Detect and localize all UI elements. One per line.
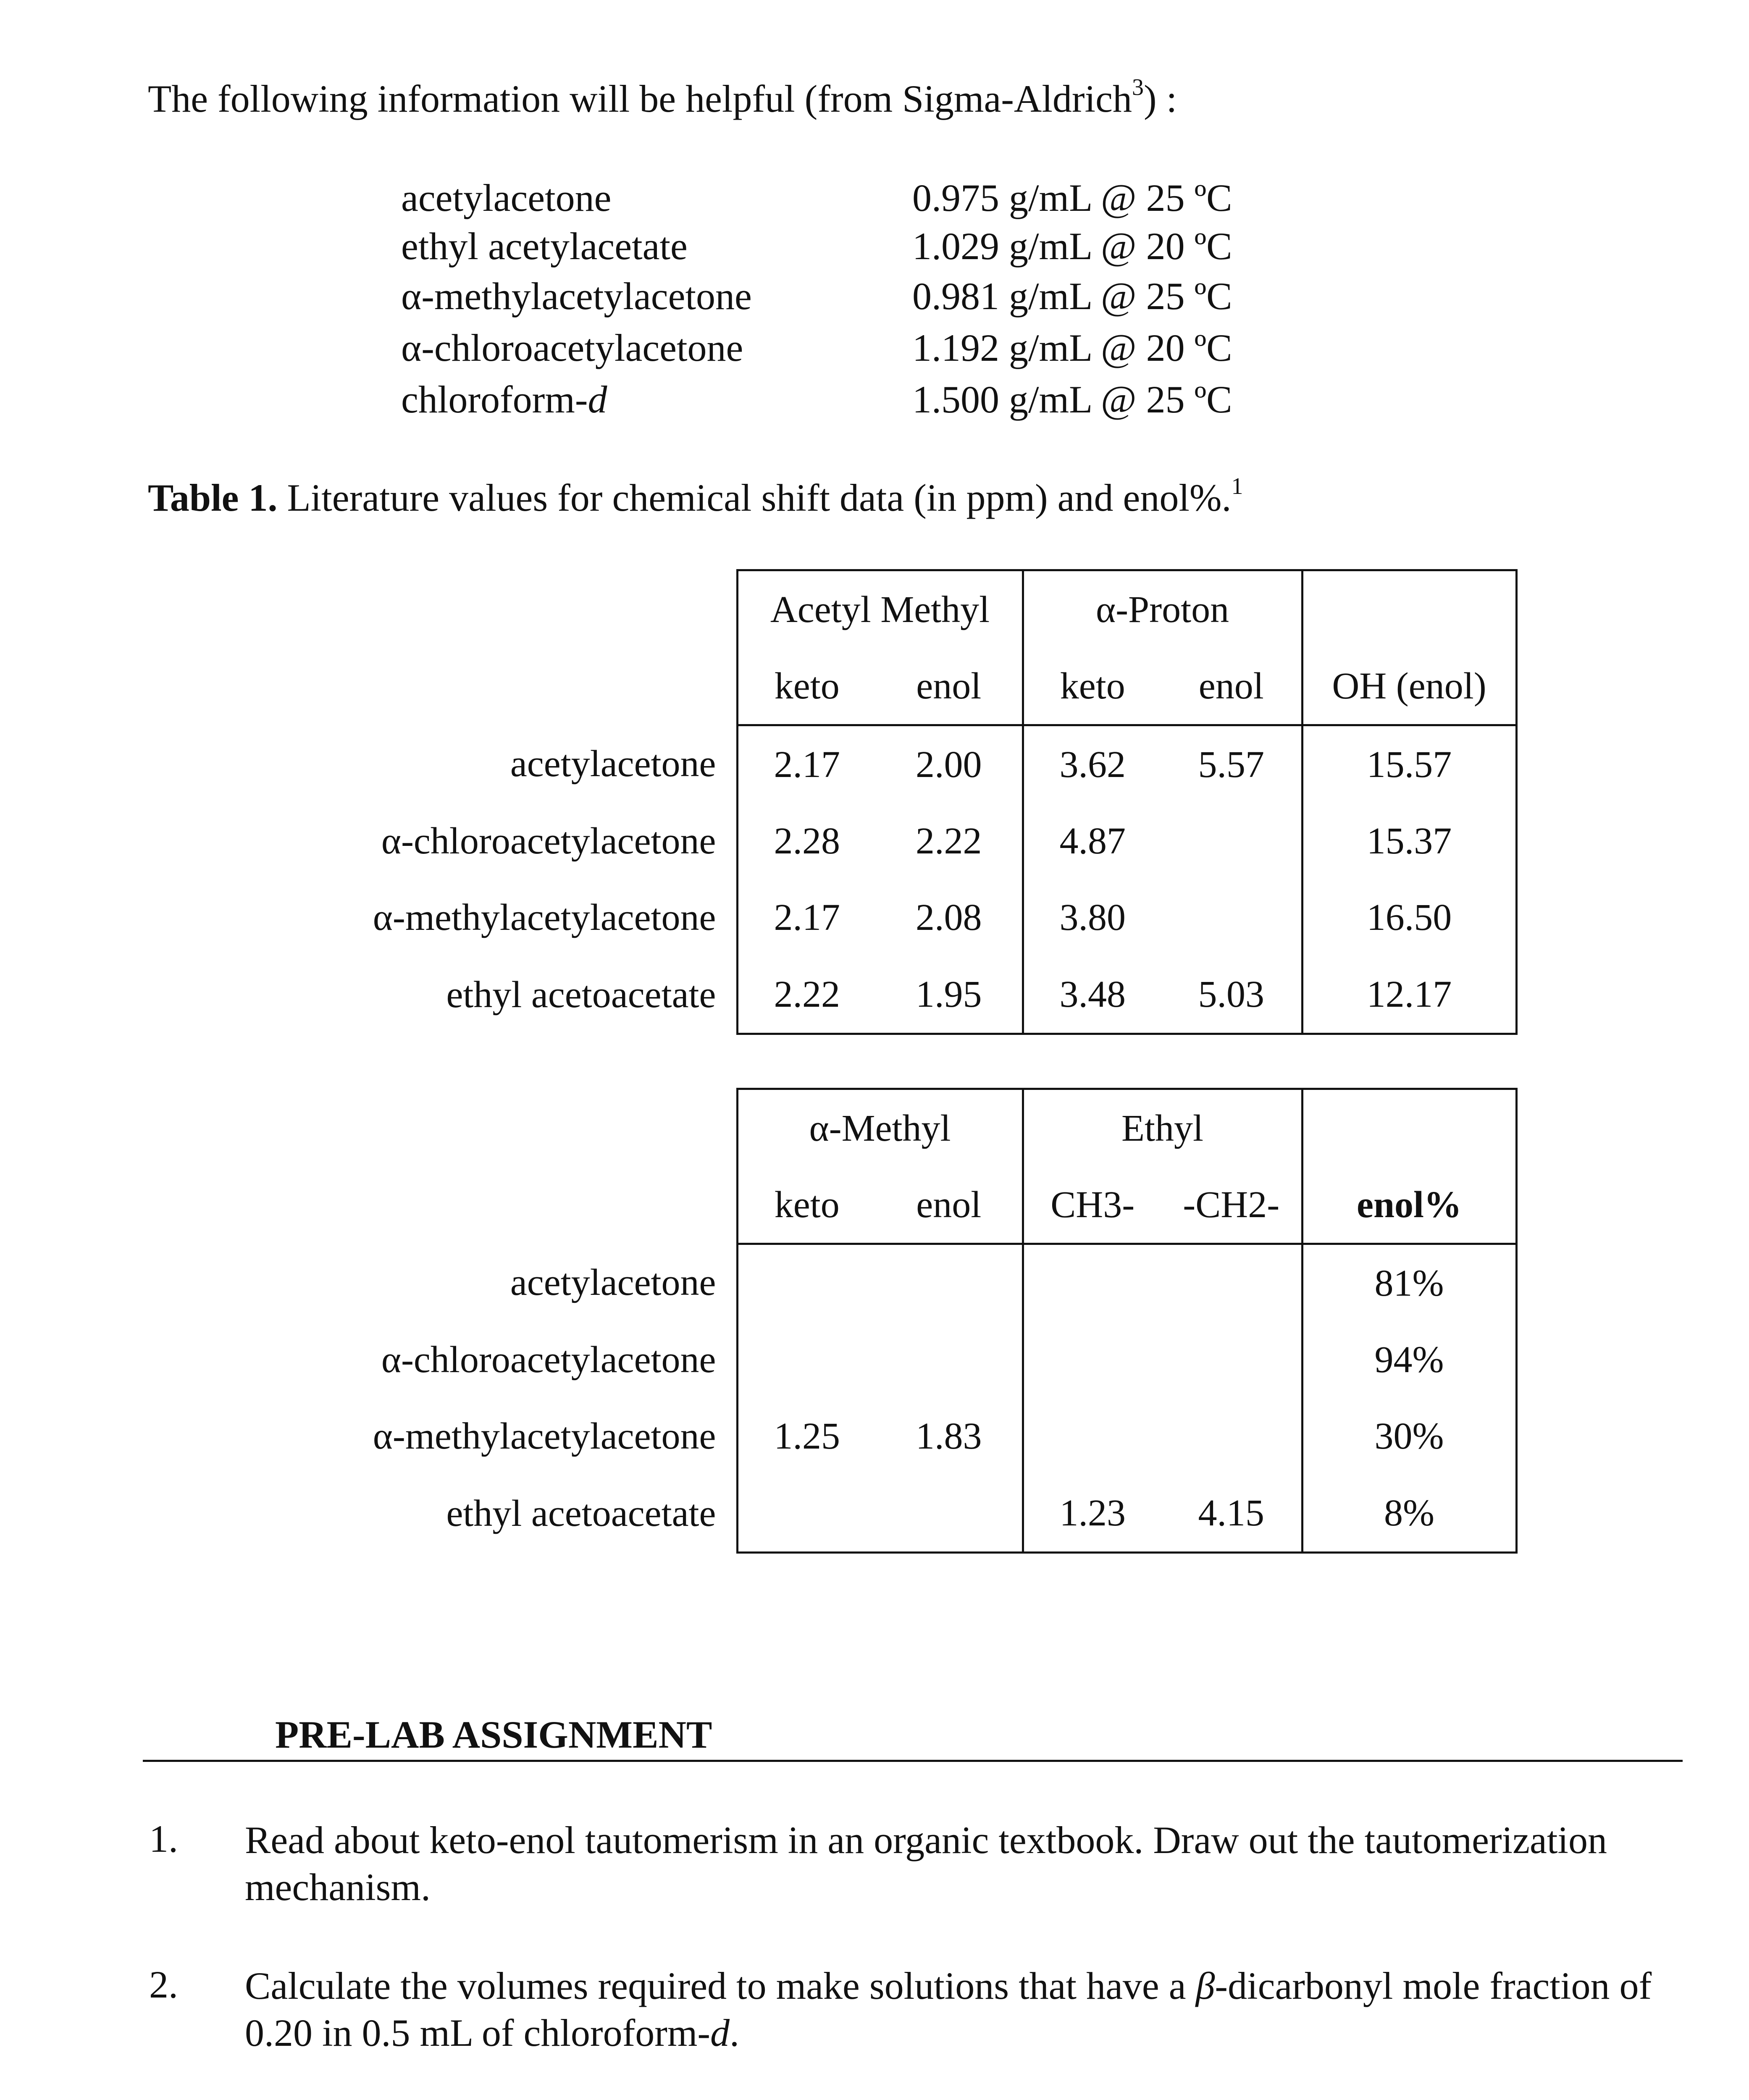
table-row [319,1398,1516,1474]
row-name: ethyl acetoacetate [446,1492,716,1534]
cell [1023,1321,1161,1398]
cell: 3.62 [1023,725,1161,803]
row-name: α-methylacetylacetone [373,896,716,938]
question-text [245,1962,1673,2056]
sub-header-ch3: CH3- [1023,1166,1161,1244]
cell [1023,1244,1161,1322]
chemical-shift-table [319,569,1518,1035]
intro-text: The following information will be helpful (from Sigma-Aldrich [148,77,1132,120]
cell: 30% [1302,1398,1516,1474]
group-header-enol-percent [1302,1089,1516,1167]
cell: 2.17 [737,725,876,803]
table-row [319,803,1516,879]
cell: 1.83 [916,1415,982,1457]
table-row [319,956,1516,1034]
row-name: acetylacetone [510,1262,716,1304]
cell: 2.00 [916,743,982,785]
cell: 15.57 [1302,725,1516,803]
sub-header-oh-enol: OH (enol) [1302,648,1516,725]
cell [876,1474,1023,1553]
intro-citation: 3 [1132,74,1144,100]
cell [876,1244,1023,1322]
cell [1161,879,1302,956]
table-row [319,1321,1516,1398]
cell: 2.22 [737,956,876,1034]
question-text-part: . [730,2011,740,2054]
cell: 5.57 [1198,743,1265,785]
table-group-header-row [319,570,1516,648]
group-header-oh [1302,570,1516,648]
cell [1161,1244,1302,1322]
density-name: acetylacetone [401,176,612,219]
cell: 16.50 [1302,879,1516,956]
table-row [319,1474,1516,1553]
density-value: 0.975 g/mL @ 25 ºC [912,176,1232,219]
sub-header-enol-percent: enol% [1302,1166,1516,1244]
row-name: α-chloroacetylacetone [381,820,716,862]
sub-header-enol: enol [876,648,1023,725]
table-row [319,1244,1516,1322]
sub-header-enol: enol [876,1166,1023,1244]
cell: 3.48 [1023,956,1161,1034]
methyl-ethyl-enol-table [319,1088,1518,1554]
table-caption-text: Literature values for chemical shift data (in ppm) and enol%. [277,476,1232,519]
intro-line [148,76,1177,122]
cell: 2.22 [916,820,982,862]
cell [1161,1398,1302,1474]
table-caption-citation: 1 [1231,473,1243,499]
density-name [401,377,607,422]
cell [737,1244,876,1322]
cell: 2.28 [737,803,876,879]
cell: 15.37 [1302,803,1516,879]
italic-d: d [710,2011,730,2054]
density-name-italic: d [588,378,607,421]
cell [737,1474,876,1553]
group-header-ethyl: Ethyl [1023,1089,1302,1167]
table-caption [148,475,1243,521]
cell: 1.95 [876,956,1023,1034]
intro-suffix: ) : [1143,77,1177,120]
cell [876,1321,1023,1398]
question-text-part: -dicarbonyl mole fraction of 0.20 in 0.5 mL of chloroform- [245,1964,1652,2054]
cell: 8% [1302,1474,1516,1553]
table-sub-header-row [319,1166,1516,1244]
cell: 5.03 [1161,956,1302,1034]
table-group-header-row [319,1089,1516,1167]
table-row [319,725,1516,803]
sub-header-keto: keto [1023,648,1161,725]
cell: 81% [1302,1244,1516,1322]
prelab-heading: PRE-LAB ASSIGNMENT [275,1713,712,1756]
cell: 2.17 [737,879,876,956]
cell: 4.87 [1023,803,1161,879]
sub-header-keto: keto [737,1166,876,1244]
sub-header-keto: keto [737,648,876,725]
beta-symbol: β [1195,1964,1215,2007]
group-header-acetyl-methyl: Acetyl Methyl [737,570,1023,648]
cell [737,1321,876,1398]
cell: 1.25 [737,1398,876,1474]
sub-header-ch2: -CH2- [1161,1166,1302,1244]
question-text: Read about keto-enol tautomerism in an organic textbook. Draw out the tautomerization mechanism. [245,1819,1607,1908]
density-name-prefix: chloroform- [401,378,588,421]
cell: 94% [1302,1321,1516,1398]
density-value: 1.029 g/mL @ 20 ºC [912,225,1232,268]
cell: 4.15 [1161,1474,1302,1553]
density-value: 1.500 g/mL @ 25 ºC [912,378,1232,421]
row-name: α-chloroacetylacetone [381,1339,716,1381]
cell: 1.23 [1023,1474,1161,1553]
cell: 2.08 [916,896,982,938]
density-value: 1.192 g/mL @ 20 ºC [912,326,1232,369]
sub-header-enol: enol [1161,648,1302,725]
cell [1161,1321,1302,1398]
cell: 3.80 [1023,879,1161,956]
density-name: α-chloroacetylacetone [401,326,743,369]
question-number: 1. [149,1817,178,1860]
cell [1023,1398,1161,1474]
table-row [319,879,1516,956]
question-text-part: Calculate the volumes required to make solutions that have a [245,1964,1196,2007]
cell: 12.17 [1302,956,1516,1034]
question-number: 2. [149,1963,178,2006]
density-name: α-methylacetylacetone [401,275,752,318]
row-name: acetylacetone [510,743,716,785]
density-value: 0.981 g/mL @ 25 ºC [912,275,1232,318]
row-name: α-methylacetylacetone [373,1415,716,1457]
group-header-alpha-proton: α-Proton [1023,570,1302,648]
group-header-alpha-methyl: α-Methyl [737,1089,1023,1167]
cell [1161,803,1302,879]
table-sub-header-row [319,648,1516,725]
heading-rule [143,1760,1683,1762]
table-caption-label: Table 1. [148,476,278,519]
density-name: ethyl acetylacetate [401,225,688,268]
row-name: ethyl acetoacetate [446,974,716,1016]
